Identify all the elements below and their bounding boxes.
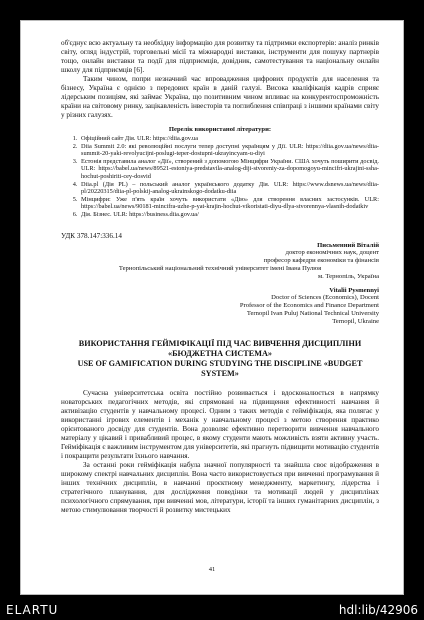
reference-item: 6. Дія. Бізнес. ULR: https://business.diia.gov.ua/ bbox=[79, 211, 379, 219]
author-institution: Тернопільський національний технічний університет імені Івана Пулюя bbox=[118, 264, 322, 272]
paragraph: Сучасна університетська освіта постійно розвивається і вдосконалюється в напрямку новаторських педагогічних методів, які спрямовані на підвищення ефективності навчання й активізацію студентів у навчальному процесі. Одним з таких методів є гейміфікація, яка полягає у використанні ігрових елементів і механік у навчальному процесі з метою створення практико орієнтованого досвіду для студентів. Вона дозволяє ефективно перетворити вивчення навчального матеріалу у цікавий і привабливий процес, в якому студенти мають можливість взяти активну участь. Гейміфікація є важливим інструментом для університетів, які прагнуть підвищити мотивацію студентів і покращити результати їхнього навчання. bbox=[61, 388, 379, 460]
author-institution: Ternopil Ivan Puluj National Technical University bbox=[246, 309, 379, 317]
author-en bbox=[61, 287, 379, 326]
repository-label: ELARTU bbox=[6, 603, 59, 617]
author-position: Professor of the Economics and Finance Department bbox=[239, 302, 379, 310]
paragraph: об'єднує всю актуальну та необхідну інформацію для розвитку та підтримки експортерів: аналіз ринків світу, огляд індустрій, торговельні місії та міжнародні виставки, інструменти для пошуку партнерів тощо, онлайн виставки та події для підприємців, довідник, самотестування та національну онлайн школу для підприємців [6]. bbox=[61, 39, 379, 74]
reference-item: 3. Естонія представила аналог «Дії», створений з допомогою Мінцифри України. США хочуть поширити досвід. ULR: https://babel.ua/news/89521-estoniya-predstavila-analog-diji-stvoreniy-za-dopomogoyu-mincifri-ukrajini-ssha-hochut-poshiriti-cey-dosvid bbox=[79, 158, 379, 181]
reference-item: 4. Diia.pl (Дія PL) – польський аналог українського додатку Дія. ULR: https://www.dsnews.ua/news/diia-pl/20220315/diia-pl-polskij-analog-ukrainskogo-dodatku-diia bbox=[79, 181, 379, 196]
author-degree: доктор економічних наук, доцент bbox=[285, 249, 379, 257]
author-name: Vitalii Pysmennyi bbox=[329, 286, 379, 294]
author-degree: Doctor of Sciences (Economics), Docent bbox=[271, 294, 379, 302]
reference-item: 2. Diia Summit 2.0: які революційні послуги тепер доступні українцям у Дії. ULR: https://diia.gov.ua/news/diia-summit-20-yaki-revolyucijni-poslugi-teper-dostupni-ukrayincyam-u-diyi bbox=[79, 143, 379, 158]
reference-item: 1. Офіційний сайт Дія. ULR: https://diia.gov.ua bbox=[79, 135, 379, 143]
references-title: Перелік використаної літератури: bbox=[168, 126, 272, 133]
author-name: Письменний Віталій bbox=[317, 241, 379, 249]
title-ua-discipline: «БЮДЖЕТНА СИСТЕМА» bbox=[168, 348, 272, 358]
author-city: Ternopil, Ukraine bbox=[332, 317, 379, 325]
page-content bbox=[61, 39, 379, 515]
udc-code: УДК 378.147:336.14 bbox=[61, 231, 122, 240]
document-page bbox=[20, 20, 404, 595]
title-ua: ВИКОРИСТАННЯ ГЕЙМІФІКАЦІЇ ПІД ЧАС ВИВЧЕННЯ ДИСЦИПЛІНИ bbox=[78, 338, 362, 348]
references-list bbox=[61, 135, 379, 219]
handle-label: hdl:lib/42906 bbox=[338, 603, 418, 617]
article-title bbox=[61, 339, 379, 379]
article-body bbox=[61, 389, 379, 515]
reference-item: 5. Мінцифри: Уже п'ять країн хочуть використати «Дію» для створення власних застосунків. ULR: https://babel.ua/news/90181-mincifra-uzhe-p-yat-krajin-hochut-vikoristati-diyu-dlya-stvorennya-vlasnih-dodatkiv bbox=[79, 196, 379, 211]
author-ua bbox=[61, 242, 379, 265]
page-number: 41 bbox=[208, 566, 216, 573]
title-en: USE OF GAMIFICATION DURING STUDYING THE DISCIPLINE «BUDGET SYSTEM» bbox=[77, 358, 363, 378]
paragraph: Таким чином, попри незначний час впровадження цифрових продуктів для населення та бізнесу, Україна є однією з передових країн в даній галузі. Висока кваліфікація кадрів сприяє лідерським позиціям, які займає Україна, що позитивним чином впливає на конкурентоспроможність країни на світовому ринку, зацікавленість інвесторів та поглиблення співпраці з іншими країнами світу у різних галузях. bbox=[61, 75, 379, 119]
paragraph: За останні роки гейміфікація набула значної популярності та знайшла своє відображення в широкому спектрі навчальних дисциплін. Вона часто використовується при вивченні програмування й інших технічних дисциплін, в навчанні проєктному менеджменту, маркетингу, лідерства і стратегічного планування, для дослідження поведінки та мотивації людей у дисциплінах психологічного спрямування, при вивченні мов, літератури, історії та інших гуманітарних дисциплін, з метою стимулювання творчості й розвитку мистецьких bbox=[61, 460, 379, 514]
author-city: м. Тернопіль, Україна bbox=[317, 272, 379, 280]
author-position: професор кафедри економіки та фінансів bbox=[263, 257, 379, 265]
